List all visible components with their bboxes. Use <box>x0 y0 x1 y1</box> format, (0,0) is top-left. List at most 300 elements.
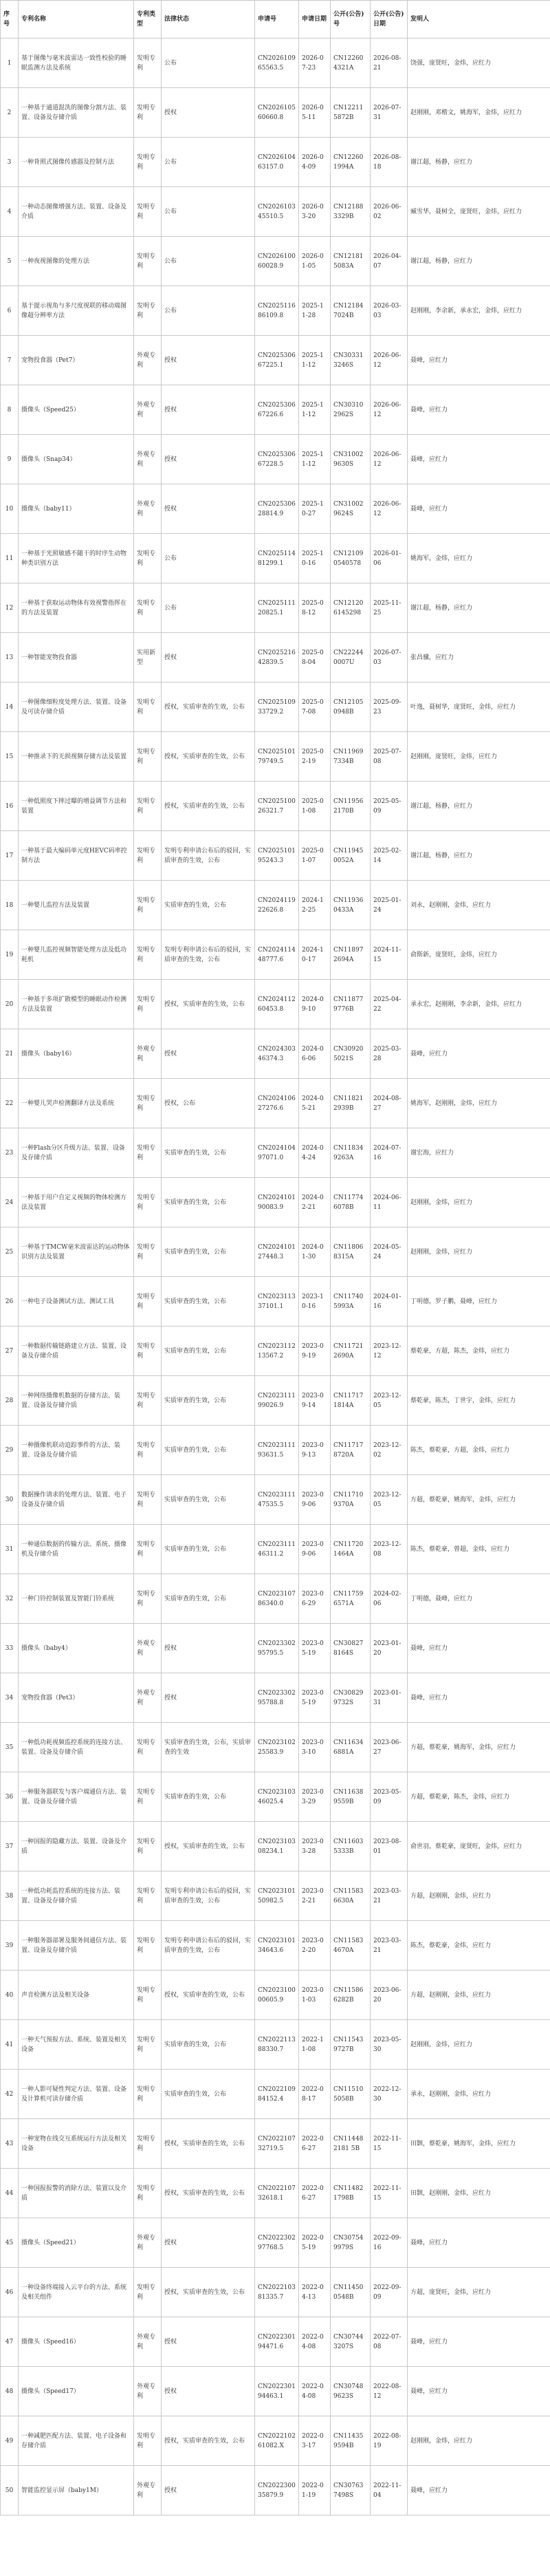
cell-legal-status: 授权，公布 <box>162 1079 255 1128</box>
cell-publication-date: 2022-09-09 <box>371 2268 408 2317</box>
cell-publication-number: CN303102962S <box>331 385 371 435</box>
cell-legal-status: 授权，实质审查的生效，公布 <box>162 2119 255 2169</box>
cell-legal-status: 授权，实质审查的生效，公布 <box>162 2268 255 2317</box>
cell-legal-status: 实质审查的生效，公布 <box>162 1327 255 1376</box>
cell-application-date: 2023-06-29 <box>299 1574 331 1624</box>
cell-publication-date: 2025-02-14 <box>371 831 408 881</box>
table-row <box>1 1871 550 1921</box>
cell-legal-status: 实质审查的生效，公布 <box>162 1277 255 1327</box>
table-row <box>1 2070 550 2119</box>
cell-application-date: 2022-03-17 <box>299 2416 331 2466</box>
cell-publication-number: CN121050948B <box>331 683 371 732</box>
cell-patent-name: 一种低照度下摔过曝的增益调节方法和装置 <box>19 782 134 831</box>
cell-index: 43 <box>1 2119 19 2169</box>
cell-publication-date: 2025-07-08 <box>371 732 408 782</box>
cell-application-date: 2023-05-19 <box>299 1624 331 1673</box>
cell-patent-type: 发明专利 <box>134 138 162 187</box>
cell-inventors: 聂峰，应红力 <box>408 484 550 534</box>
cell-patent-name: 摄像头（baby11） <box>19 484 134 534</box>
cell-patent-type: 发明专利 <box>134 286 162 336</box>
cell-publication-number: CN116346881A <box>331 1723 371 1772</box>
cell-publication-number: CN119562170B <box>331 782 371 831</box>
cell-publication-date: 2026-03-03 <box>371 286 408 336</box>
cell-publication-date: 2022-11-15 <box>371 2119 408 2169</box>
table-row <box>1 2119 550 2169</box>
cell-patent-type: 外观专利 <box>134 1029 162 1079</box>
table-row <box>1 1624 550 1673</box>
cell-patent-name: 一种减肥匹配方法、装置、电子设备和存储介质 <box>19 2416 134 2466</box>
cell-publication-number: CN117596571A <box>331 1574 371 1624</box>
cell-inventors: 陈杰，蔡乾豪，曾超，金炜，应红力 <box>408 1525 550 1574</box>
cell-legal-status: 实质审查的生效，公布 <box>162 1525 255 1574</box>
cell-publication-number: CN118068315A <box>331 1227 371 1277</box>
cell-legal-status: 实质审查的生效，公布 <box>162 1574 255 1624</box>
cell-application-date: 2025-02-19 <box>299 732 331 782</box>
cell-patent-name: 一种基于光照敏感不随干的时序生动物种类识别方法 <box>19 534 134 583</box>
cell-application-date: 2026-07-23 <box>299 39 331 88</box>
table-row <box>1 1327 550 1376</box>
cell-application-number: CN202310786340.0 <box>255 1574 299 1624</box>
cell-publication-date: 2025-05-09 <box>371 782 408 831</box>
cell-inventors: 田颢，蔡乾豪，姚海军，金炜，应红力 <box>408 2119 550 2169</box>
cell-patent-name: 一种基于多项扩散模型的睡眠动作检测方法及装置 <box>19 980 134 1029</box>
cell-application-date: 2025-08-12 <box>299 583 331 633</box>
cell-publication-date: 2022-11-15 <box>371 2169 408 2218</box>
cell-patent-name: 一种智能宠物投食器 <box>19 633 134 683</box>
cell-patent-name: 一种设备终端接入云平台的方法、系统及相关组件 <box>19 2268 134 2317</box>
cell-publication-number: CN117212690A <box>331 1327 371 1376</box>
table-row <box>1 534 550 583</box>
cell-index: 50 <box>1 2466 19 2515</box>
cell-index: 13 <box>1 633 19 683</box>
table-row <box>1 1673 550 1723</box>
cell-application-date: 2022-01-19 <box>299 2466 331 2515</box>
cell-application-number: CN202521642839.5 <box>255 633 299 683</box>
cell-inventors: 蔡乾豪，方超，陈杰，金炜，应红力 <box>408 1327 550 1376</box>
cell-inventors: 聂峰，应红力 <box>408 2218 550 2268</box>
cell-legal-status: 授权 <box>162 633 255 683</box>
cell-legal-status: 实质审查的生效，公布 <box>162 1227 255 1277</box>
cell-patent-name: 摄像头（Snap34） <box>19 435 134 484</box>
cell-publication-number: CN308299732S <box>331 1673 371 1723</box>
table-row <box>1 336 550 385</box>
cell-application-number: CN202410190083.9 <box>255 1178 299 1227</box>
cell-publication-date: 2025-11-25 <box>371 583 408 633</box>
cell-publication-date: 2025-09-23 <box>371 683 408 732</box>
cell-patent-type: 发明专利 <box>134 1822 162 1871</box>
cell-publication-number: CN117201464A <box>331 1525 371 1574</box>
cell-index: 26 <box>1 1277 19 1327</box>
cell-publication-date: 2025-01-24 <box>371 881 408 930</box>
cell-publication-number: CN310029624S <box>331 484 371 534</box>
cell-application-date: 2023-09-06 <box>299 1525 331 1574</box>
table-row <box>1 1426 550 1475</box>
cell-patent-name: 摄像头（Speed21） <box>19 2218 134 2268</box>
cell-application-number: CN202510933729.2 <box>255 683 299 732</box>
cell-application-number: CN202510179749.5 <box>255 732 299 782</box>
cell-publication-date: 2023-12-05 <box>371 1376 408 1426</box>
cell-index: 6 <box>1 286 19 336</box>
table-row <box>1 286 550 336</box>
table-row <box>1 1525 550 1574</box>
cell-inventors: 方超，庞贤旺，金炜，应红力 <box>408 2268 550 2317</box>
cell-publication-date: 2023-12-02 <box>371 1426 408 1475</box>
cell-patent-name: 摄像头（Speed16） <box>19 2317 134 2367</box>
cell-patent-name: 宠物投食器（Pet7） <box>19 336 134 385</box>
cell-patent-name: 一种服务器联发与客户端通信方法、装置、设备及存储介质 <box>19 1772 134 1822</box>
cell-application-date: 2026-03-20 <box>299 187 331 237</box>
table-row <box>1 1921 550 1971</box>
cell-inventors: 聂峰，应红力 <box>408 2466 550 2515</box>
cell-publication-date: 2023-05-30 <box>371 2020 408 2070</box>
cell-patent-name: 基于图像与毫米波雷达一致性校验的睡眠监测方法及系统 <box>19 39 134 88</box>
cell-index: 10 <box>1 484 19 534</box>
cell-application-date: 2025-11-12 <box>299 385 331 435</box>
cell-publication-date: 2022-09-16 <box>371 2218 408 2268</box>
cell-application-date: 2025-10-16 <box>299 534 331 583</box>
cell-inventors: 聂峰，应红力 <box>408 336 550 385</box>
cell-legal-status: 发明专利申请公布后的驳回，实质审查的生效，公布 <box>162 831 255 881</box>
cell-index: 25 <box>1 1227 19 1277</box>
cell-publication-date: 2026-06-12 <box>371 336 408 385</box>
cell-index: 11 <box>1 534 19 583</box>
cell-index: 23 <box>1 1128 19 1178</box>
table-row <box>1 732 550 782</box>
cell-application-number: CN202230194463.1 <box>255 2367 299 2416</box>
cell-index: 16 <box>1 782 19 831</box>
cell-patent-type: 发明专利 <box>134 88 162 138</box>
cell-publication-date: 2024-07-16 <box>371 1128 408 1178</box>
cell-patent-type: 发明专利 <box>134 187 162 237</box>
cell-patent-name: 一种宠物在线交互系统运行方法及相关设备 <box>19 2119 134 2169</box>
cell-legal-status: 公布 <box>162 39 255 88</box>
cell-publication-date: 2022-11-04 <box>371 2466 408 2515</box>
table-row <box>1 1227 550 1277</box>
table-row <box>1 2416 550 2466</box>
table-row <box>1 1971 550 2020</box>
header-publication-date: 公开(公告)日期 <box>371 1 408 39</box>
cell-publication-date: 2023-01-31 <box>371 1673 408 1723</box>
cell-inventors: 赵刚刚，金炜，应红力 <box>408 1178 550 1227</box>
cell-patent-type: 发明专利 <box>134 1277 162 1327</box>
cell-application-number: CN202310000605.9 <box>255 1971 299 2020</box>
cell-index: 34 <box>1 1673 19 1723</box>
cell-application-date: 2022-06-27 <box>299 2169 331 2218</box>
cell-publication-number: CN119360433A <box>331 881 371 930</box>
cell-patent-name: 一种夜视图像的处理方法 <box>19 237 134 286</box>
cell-publication-number: CN118972694A <box>331 930 371 980</box>
cell-application-date: 2023-03-28 <box>299 1822 331 1871</box>
cell-publication-number: CN114821798B <box>331 2169 371 2218</box>
cell-application-date: 2023-10-16 <box>299 1277 331 1327</box>
cell-application-date: 2025-08-04 <box>299 633 331 683</box>
cell-application-date: 2022-04-08 <box>299 2367 331 2416</box>
table-row <box>1 2317 550 2367</box>
table-row <box>1 2268 550 2317</box>
cell-application-number: CN202310308234.1 <box>255 1822 299 1871</box>
cell-index: 36 <box>1 1772 19 1822</box>
cell-patent-name: 一种低功耗监控系统的连接方法、装置、设备及存储介质 <box>19 1871 134 1921</box>
cell-application-number: CN202310225583.9 <box>255 1723 299 1772</box>
cell-patent-type: 发明专利 <box>134 1178 162 1227</box>
cell-patent-name: 一种通信数据的传输方法、系统、摄像机及存储介质 <box>19 1525 134 1574</box>
cell-patent-name: 一种Flash分区升级方法、装置、设备及存储介质 <box>19 1128 134 1178</box>
cell-index: 40 <box>1 1971 19 2020</box>
cell-publication-number: CN115834670A <box>331 1921 371 1971</box>
cell-patent-type: 外观专利 <box>134 2218 162 2268</box>
cell-patent-type: 外观专利 <box>134 484 162 534</box>
table-row <box>1 1029 550 1079</box>
table-row <box>1 88 550 138</box>
cell-inventors: 聂峰，应红力 <box>408 2317 550 2367</box>
cell-patent-name: 一种服务器部署及服务间通信方法、装置、设备及存储介质 <box>19 1921 134 1971</box>
cell-patent-type: 发明专利 <box>134 583 162 633</box>
cell-patent-type: 发明专利 <box>134 1079 162 1128</box>
cell-inventors: 方超，蔡乾豪，姚海军，金炜，应红力 <box>408 1723 550 1772</box>
cell-application-number: CN202230035879.9 <box>255 2466 299 2515</box>
cell-publication-date: 2023-12-08 <box>371 1525 408 1574</box>
cell-inventors: 陈杰，蔡乾豪，金炜，应红力 <box>408 1921 550 1971</box>
header-publication-number: 公开(公告)号 <box>331 1 371 39</box>
cell-patent-type: 发明专利 <box>134 881 162 930</box>
cell-patent-name: 一种数据传输链路建立方法、装置、设备及存储介质 <box>19 1327 134 1376</box>
cell-patent-type: 发明专利 <box>134 1921 162 1971</box>
cell-index: 39 <box>1 1921 19 1971</box>
cell-publication-number: CN117171814A <box>331 1376 371 1426</box>
cell-application-number: CN202610060028.9 <box>255 237 299 286</box>
cell-application-number: CN202410627276.6 <box>255 1079 299 1128</box>
cell-application-number: CN202530667226.6 <box>255 385 299 435</box>
cell-publication-date: 2026-06-12 <box>371 484 408 534</box>
cell-publication-number: CN121883329B <box>331 187 371 237</box>
cell-patent-name: 一种基于TMCW毫米波雷达的运动物体识别方法及装置 <box>19 1227 134 1277</box>
cell-legal-status: 实质审查的生效，公布 <box>162 2020 255 2070</box>
cell-application-date: 2024-12-25 <box>299 881 331 930</box>
cell-patent-type: 实用新型 <box>134 633 162 683</box>
cell-index: 4 <box>1 187 19 237</box>
cell-patent-name: 数据操作请求的处理方法、装置、电子设备及存储介质 <box>19 1475 134 1525</box>
cell-index: 44 <box>1 2169 19 2218</box>
cell-application-number: CN202511481299.1 <box>255 534 299 583</box>
header-inventors: 发明人 <box>408 1 550 39</box>
cell-patent-type: 发明专利 <box>134 1574 162 1624</box>
cell-application-date: 2025-11-12 <box>299 435 331 484</box>
cell-publication-date: 2022-12-30 <box>371 2070 408 2119</box>
cell-legal-status: 授权 <box>162 2466 255 2515</box>
cell-inventors: 赵刚刚，庞贤旺，金炜，应红力 <box>408 732 550 782</box>
cell-patent-type: 发明专利 <box>134 1971 162 2020</box>
cell-inventors: 谢江超，杨静，应红力 <box>408 831 550 881</box>
cell-index: 48 <box>1 2367 19 2416</box>
cell-application-date: 2025-01-08 <box>299 782 331 831</box>
cell-patent-name: 一种人影可疑性判定方法、装置、设备及计算机可读存储介质 <box>19 2070 134 2119</box>
table-row <box>1 930 550 980</box>
cell-application-date: 2023-02-20 <box>299 1921 331 1971</box>
cell-patent-type: 发明专利 <box>134 831 162 881</box>
cell-index: 19 <box>1 930 19 980</box>
cell-patent-type: 外观专利 <box>134 336 162 385</box>
cell-legal-status: 授权 <box>162 2367 255 2416</box>
cell-application-date: 2023-09-13 <box>299 1426 331 1475</box>
cell-publication-date: 2023-06-27 <box>371 1723 408 1772</box>
cell-publication-number: CN119450052A <box>331 831 371 881</box>
cell-application-number: CN202430346374.3 <box>255 1029 299 1079</box>
cell-application-number: CN202530667225.1 <box>255 336 299 385</box>
cell-publication-date: 2026-06-12 <box>371 435 408 484</box>
cell-index: 41 <box>1 2020 19 2070</box>
cell-application-date: 2024-05-21 <box>299 1079 331 1128</box>
cell-publication-number: CN116389559B <box>331 1772 371 1822</box>
cell-inventors: 田颢，赵刚刚，金炜，应红力 <box>408 2169 550 2218</box>
cell-publication-date: 2025-04-22 <box>371 980 408 1029</box>
cell-publication-date: 2026-04-07 <box>371 237 408 286</box>
cell-publication-date: 2023-01-20 <box>371 1624 408 1673</box>
cell-inventors: 俞斯新，庞贤旺，金炜，应红力 <box>408 930 550 980</box>
cell-application-date: 2025-10-27 <box>299 484 331 534</box>
cell-publication-number: CN117405993A <box>331 1277 371 1327</box>
cell-publication-number: CN117746078B <box>331 1178 371 1227</box>
cell-publication-date: 2026-08-18 <box>371 138 408 187</box>
cell-inventors: 赵刚刚，金炜，应红力 <box>408 2416 550 2466</box>
cell-patent-name: 一种电子设备测试方法、测试工具 <box>19 1277 134 1327</box>
table-body <box>1 39 550 2515</box>
cell-patent-type: 发明专利 <box>134 1128 162 1178</box>
cell-patent-type: 外观专利 <box>134 1624 162 1673</box>
cell-patent-type: 发明专利 <box>134 2020 162 2070</box>
cell-application-date: 2023-09-14 <box>299 1376 331 1426</box>
table-row <box>1 237 550 286</box>
cell-publication-number: CN118212939B <box>331 1079 371 1128</box>
cell-legal-status: 授权，实质审查的生效，公布 <box>162 1971 255 2020</box>
cell-application-number: CN202210381335.7 <box>255 2268 299 2317</box>
cell-patent-name: 一种国报的隐藏方法、装置、设备及介质 <box>19 1822 134 1871</box>
header-application-date: 申请日期 <box>299 1 331 39</box>
cell-application-number: CN202411448777.6 <box>255 930 299 980</box>
table-row <box>1 435 550 484</box>
cell-inventors: 赵刚刚，金炜，应红力 <box>408 2020 550 2070</box>
cell-application-date: 2023-09-06 <box>299 1475 331 1525</box>
cell-application-number: CN202210984152.4 <box>255 2070 299 2119</box>
cell-publication-number: CN118349263A <box>331 1128 371 1178</box>
cell-inventors: 俞世羽，蔡乾豪，庞贤旺，金炜，应红力 <box>408 1822 550 1871</box>
table-row <box>1 1277 550 1327</box>
header-legal-status: 法律状态 <box>162 1 255 39</box>
table-row <box>1 385 550 435</box>
cell-legal-status: 公布 <box>162 138 255 187</box>
cell-publication-date: 2023-08-01 <box>371 1822 408 1871</box>
cell-application-number: CN202310134643.6 <box>255 1921 299 1971</box>
cell-application-date: 2024-04-24 <box>299 1128 331 1178</box>
cell-legal-status: 授权 <box>162 484 255 534</box>
cell-application-number: CN202610560660.8 <box>255 88 299 138</box>
cell-inventors: 姚海军，赵刚刚，金炜，应红力 <box>408 1079 550 1128</box>
cell-index: 15 <box>1 732 19 782</box>
table-row <box>1 1723 550 1772</box>
cell-inventors: 臧雪华，聂树全，庞贤旺，金炜，应红力 <box>408 187 550 237</box>
cell-legal-status: 实质审查的生效，公布 <box>162 1426 255 1475</box>
table-row <box>1 881 550 930</box>
cell-publication-number: CN121090540578 <box>331 534 371 583</box>
cell-publication-date: 2023-03-21 <box>371 1871 408 1921</box>
cell-application-number: CN202410127448.3 <box>255 1227 299 1277</box>
cell-publication-number: CN307489623S <box>331 2367 371 2416</box>
table-row <box>1 2169 550 2218</box>
cell-patent-name: 摄像头（baby16） <box>19 1029 134 1079</box>
cell-inventors: 刘永，赵刚刚，金炜，应红力 <box>408 881 550 930</box>
cell-publication-date: 2023-12-05 <box>371 1475 408 1525</box>
cell-application-number: CN202330295795.5 <box>255 1624 299 1673</box>
cell-application-date: 2023-01-03 <box>299 1971 331 2020</box>
cell-inventors: 叶逸，聂树华，庞贤旺，金炜，应红力 <box>408 683 550 732</box>
cell-patent-name: 一种基于最大编码单元度HEVC码率控制方法 <box>19 831 134 881</box>
cell-index: 28 <box>1 1376 19 1426</box>
cell-index: 49 <box>1 2416 19 2466</box>
cell-application-date: 2026-04-09 <box>299 138 331 187</box>
cell-patent-name: 一种国报报警的消除方法、装置以及介质 <box>19 2169 134 2218</box>
cell-application-number: CN202311199026.9 <box>255 1376 299 1426</box>
cell-application-number: CN202211388330.7 <box>255 2020 299 2070</box>
table-row <box>1 138 550 187</box>
cell-publication-number: CN310029630S <box>331 435 371 484</box>
cell-legal-status: 授权 <box>162 2218 255 2268</box>
cell-index: 3 <box>1 138 19 187</box>
cell-legal-status: 实质审查的生效，公布 <box>162 2070 255 2119</box>
cell-inventors: 聂峰，应红力 <box>408 2367 550 2416</box>
cell-application-date: 2022-06-27 <box>299 2119 331 2169</box>
cell-patent-type: 发明专利 <box>134 1525 162 1574</box>
cell-application-number: CN202330295788.8 <box>255 1673 299 1723</box>
cell-index: 14 <box>1 683 19 732</box>
cell-application-number: CN202411922626.8 <box>255 881 299 930</box>
cell-legal-status: 实质审查的生效，公布 <box>162 1128 255 1178</box>
cell-inventors: 方超，赵刚刚，金炜，应红力 <box>408 1971 550 2020</box>
cell-application-date: 2023-03-10 <box>299 1723 331 1772</box>
cell-patent-name: 一种动态图像增强方法、装置、设备及介质 <box>19 187 134 237</box>
table-row <box>1 1772 550 1822</box>
cell-application-number: CN202610345510.5 <box>255 187 299 237</box>
cell-application-number: CN202610463157.0 <box>255 138 299 187</box>
cell-index: 24 <box>1 1178 19 1227</box>
cell-publication-number: CN114359594B <box>331 2416 371 2466</box>
cell-application-number: CN202511686109.8 <box>255 286 299 336</box>
cell-publication-number: CN114482181 5B <box>331 2119 371 2169</box>
table-row <box>1 2367 550 2416</box>
cell-inventors: 谢江超，杨静，应红力 <box>408 782 550 831</box>
table-row <box>1 187 550 237</box>
table-row <box>1 484 550 534</box>
cell-publication-number: CN118779776B <box>331 980 371 1029</box>
cell-patent-type: 发明专利 <box>134 980 162 1029</box>
cell-patent-name: 摄像头（Speed17） <box>19 2367 134 2416</box>
cell-index: 32 <box>1 1574 19 1624</box>
cell-publication-date: 2024-06-11 <box>371 1178 408 1227</box>
header-patent-name: 专利名称 <box>19 1 134 39</box>
cell-application-number: CN202311146311.2 <box>255 1525 299 1574</box>
cell-publication-date: 2024-01-16 <box>371 1277 408 1327</box>
cell-patent-name: 一种天气预报方法、系统、装置及相关设备 <box>19 2020 134 2070</box>
cell-index: 37 <box>1 1822 19 1871</box>
cell-application-number: CN202610965563.5 <box>255 39 299 88</box>
cell-index: 7 <box>1 336 19 385</box>
cell-legal-status: 授权 <box>162 435 255 484</box>
cell-patent-name: 一种婴儿监控视频智能处理方法及低功耗机 <box>19 930 134 980</box>
cell-index: 29 <box>1 1426 19 1475</box>
cell-publication-date: 2026-06-02 <box>371 187 408 237</box>
cell-application-number: CN202310346025.4 <box>255 1772 299 1822</box>
cell-legal-status: 实质审查的生效，公布 <box>162 881 255 930</box>
cell-index: 27 <box>1 1327 19 1376</box>
cell-application-number: CN202311337101.1 <box>255 1277 299 1327</box>
